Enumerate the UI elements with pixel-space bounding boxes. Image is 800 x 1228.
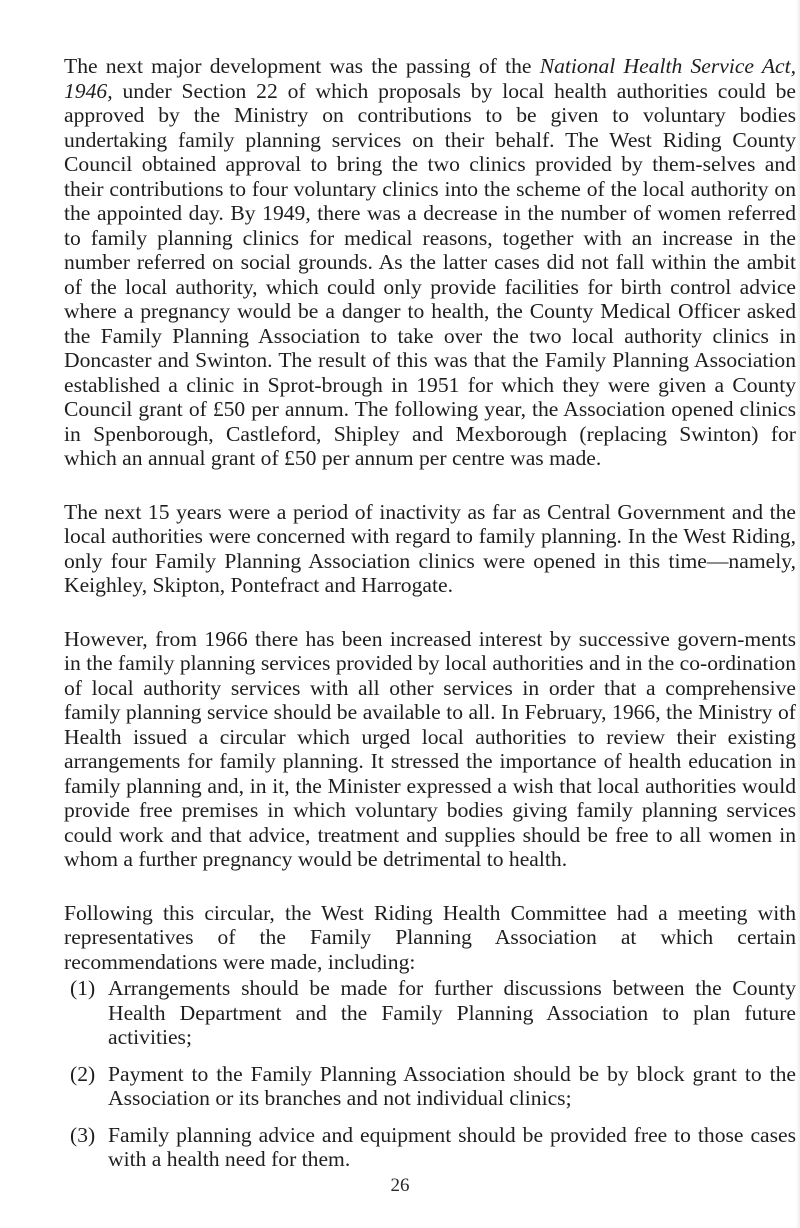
list-item <box>64 1123 796 1172</box>
list-item <box>64 976 796 1050</box>
act-title: National Health Service Act, 1946, <box>64 54 797 103</box>
paragraph-1-start: The next major development was the passing of the <box>64 54 540 78</box>
paragraph-1-rest: under Section 22 of which proposals by local health authorities could be approved by the Ministry on contributions to be given to voluntary bodies undertaking family planning services on their behalf. The West Riding County Council obtained approval to bring the two clinics provided by them-selves and their contributions to four voluntary clinics into the scheme of the local authority on the appointed day. By 1949, there was a decrease in the number of women referred to family planning clinics for medical reasons, together with an increase in the number referred on social grounds. As the latter cases did not fall within the ambit of the local authority, which could only provide facilities for birth control advice where a pregnancy would be a danger to health, the County Medical Officer asked the Family Planning Association to take over the two local authority clinics in Doncaster and Swinton. The result of this was that the Family Planning Association established a clinic in Sprot-brough in 1951 for which they were given a County Council grant of £50 per annum. The following year, the Association opened clinics in Spenborough, Castleford, Shipley and Mexborough (replacing Swinton) for which an annual grant of £50 per annum per centre was made. <box>64 78 796 470</box>
list-item-number: (1) <box>70 976 96 1000</box>
page-number: 26 <box>390 1175 410 1196</box>
document-body <box>64 54 796 1172</box>
recommendations-list <box>64 976 796 1172</box>
paragraph-inactivity: The next 15 years were a period of inactivity as far as Central Government and the local authorities were concerned with regard to family planning. In the West Riding, only four Family Planning Association clinics were opened in this time—namely, Keighley, Skipton, Pontefract and Harrogate. <box>64 499 796 597</box>
paragraph-nhs-act <box>64 54 796 471</box>
page-edge-shadow <box>796 0 800 1228</box>
list-item <box>64 1062 796 1111</box>
paragraph-1966-interest: However, from 1966 there has been increased interest by successive govern-ments in the family planning services provided by local authorities and in the co-ordination of local authority services with all other services in order that a comprehensive family planning service should be available to all. In February, 1966, the Ministry of Health issued a circular which urged local authorities to review their existing arrangements for family planning. It stressed the importance of health education in family planning and, in it, the Minister expressed a wish that local authorities would provide free premises in which voluntary bodies giving family planning services could work and that advice, treatment and supplies should be free to all women in whom a further pregnancy would be detrimental to health. <box>64 626 796 871</box>
list-item-text: Payment to the Family Planning Association should be by block grant to the Association or its branches and not individual clinics; <box>108 1061 796 1110</box>
list-item-number: (3) <box>70 1122 96 1147</box>
paragraph-committee-meeting: Following this circular, the West Riding Health Committee had a meeting with representatives of the Family Planning Association at which certain recommendations were made, including: <box>64 900 796 974</box>
list-item-number: (2) <box>70 1061 96 1086</box>
list-item-text: Arrangements should be made for further discussions between the County Health Department and the Family Planning Association to plan future activities; <box>108 976 796 1049</box>
list-item-text: Family planning advice and equipment should be provided free to those cases with a health need for them. <box>108 1122 796 1171</box>
